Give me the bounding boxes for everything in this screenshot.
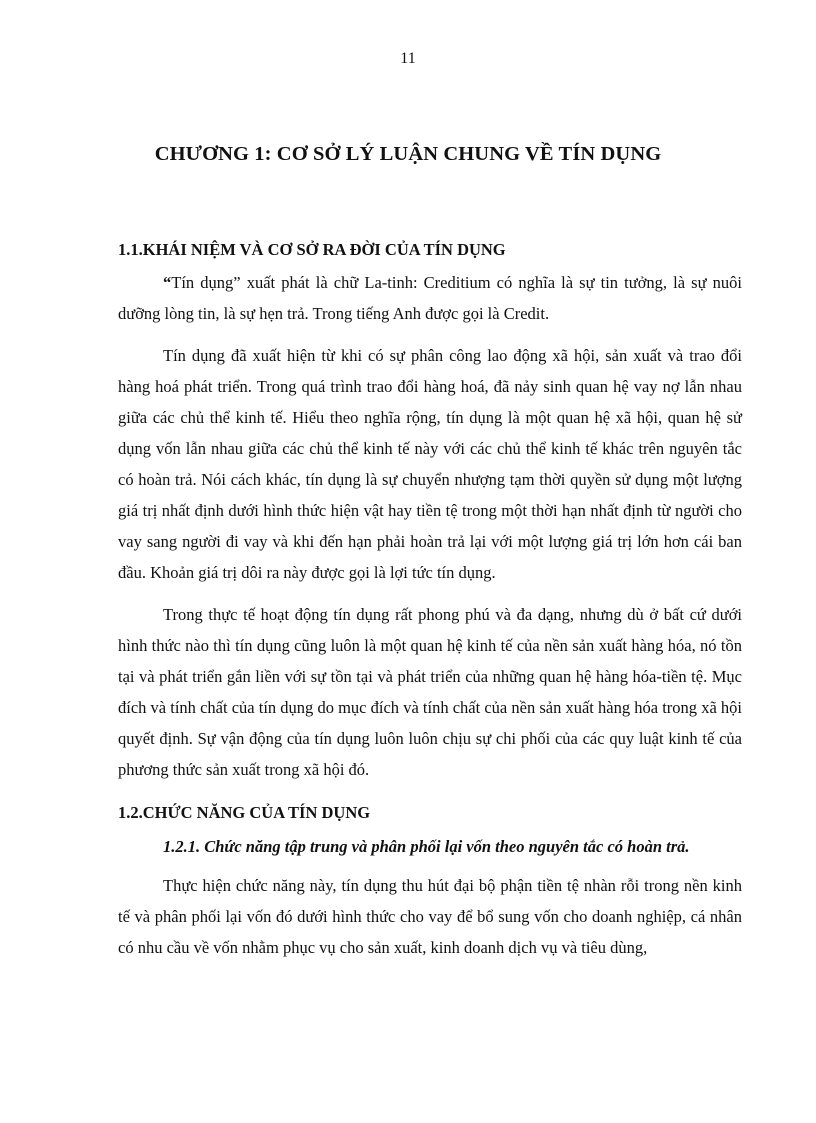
document-body — [118, 233, 742, 974]
subsection-heading-1-2-1: 1.2.1. Chức năng tập trung và phân phối lại vốn theo nguyên tắc có hoàn trả. — [163, 837, 690, 856]
paragraph-origin: Tín dụng đã xuất hiện từ khi có sự phân công lao động xã hội, sản xuất và trao đổi hàng hoá phát triển. Trong quá trình trao đổi hàng hoá, đã nảy sinh quan hệ vay nợ lẫn nhau giữa các chủ thể kinh tế. Hiểu theo nghĩa rộng, tín dụng là một quan hệ xã hội, quan hệ sử dụng vốn lẫn nhau giữa các chủ thể kinh tế này với các chủ thể kinh tế khác trên nguyên tắc có hoàn trả. Nói cách khác, tín dụng là sự chuyển nhượng tạm thời quyền sử dụng một lượng giá trị nhất định dưới hình thức hiện vật hay tiền tệ trong một thời hạn nhất định từ người cho vay sang người đi vay và khi đến hạn phải hoàn trả lại với một lượng giá trị lớn hơn cái ban đầu. Khoản giá trị dôi ra này được gọi là lợi tức tín dụng. — [118, 346, 742, 582]
paragraph-definition-text: Tín dụng” xuất phát là chữ La-tinh: Creditium có nghĩa là sự tin tưởng, là sự nuôi dưỡng lòng tin, là sự hẹn trả. Trong tiếng Anh được gọi là Credit. — [118, 273, 742, 323]
paragraph-definition — [118, 267, 742, 329]
section-heading-1-1: 1.1.KHÁI NIỆM VÀ CƠ SỞ RA ĐỜI CỦA TÍN DỤNG — [118, 240, 506, 259]
paragraph-function: Thực hiện chức năng này, tín dụng thu hút đại bộ phận tiền tệ nhàn rỗi trong nền kinh tế và phân phối lại vốn đó dưới hình thức cho vay để bổ sung vốn cho doanh nghiệp, cá nhân có nhu cầu về vốn nhằm phục vụ cho sản xuất, kinh doanh dịch vụ và tiêu dùng, — [118, 876, 742, 957]
section-heading-1-2: 1.2.CHỨC NĂNG CỦA TÍN DỤNG — [118, 803, 371, 822]
page-number: 11 — [400, 50, 416, 67]
opening-quote: “ — [163, 273, 172, 292]
paragraph-nature: Trong thực tế hoạt động tín dụng rất phong phú và đa dạng, nhưng dù ở bất cứ dưới hình thức nào thì tín dụng cũng luôn là một quan hệ kinh tế của nền sản xuất hàng hóa, nó tồn tại và phát triển gắn liền với sự tồn tại và phát triển của những quan hệ hàng hóa-tiền tệ. Mục đích và tính chất của tín dụng do mục đích và tính chất của nền sản xuất hàng hóa trong xã hội quyết định. Sự vận động của tín dụng luôn luôn chịu sự chi phối của các quy luật kinh tế của phương thức sản xuất trong xã hội đó. — [118, 605, 742, 779]
chapter-title: CHƯƠNG 1: CƠ SỞ LÝ LUẬN CHUNG VỀ TÍN DỤNG — [154, 143, 662, 165]
